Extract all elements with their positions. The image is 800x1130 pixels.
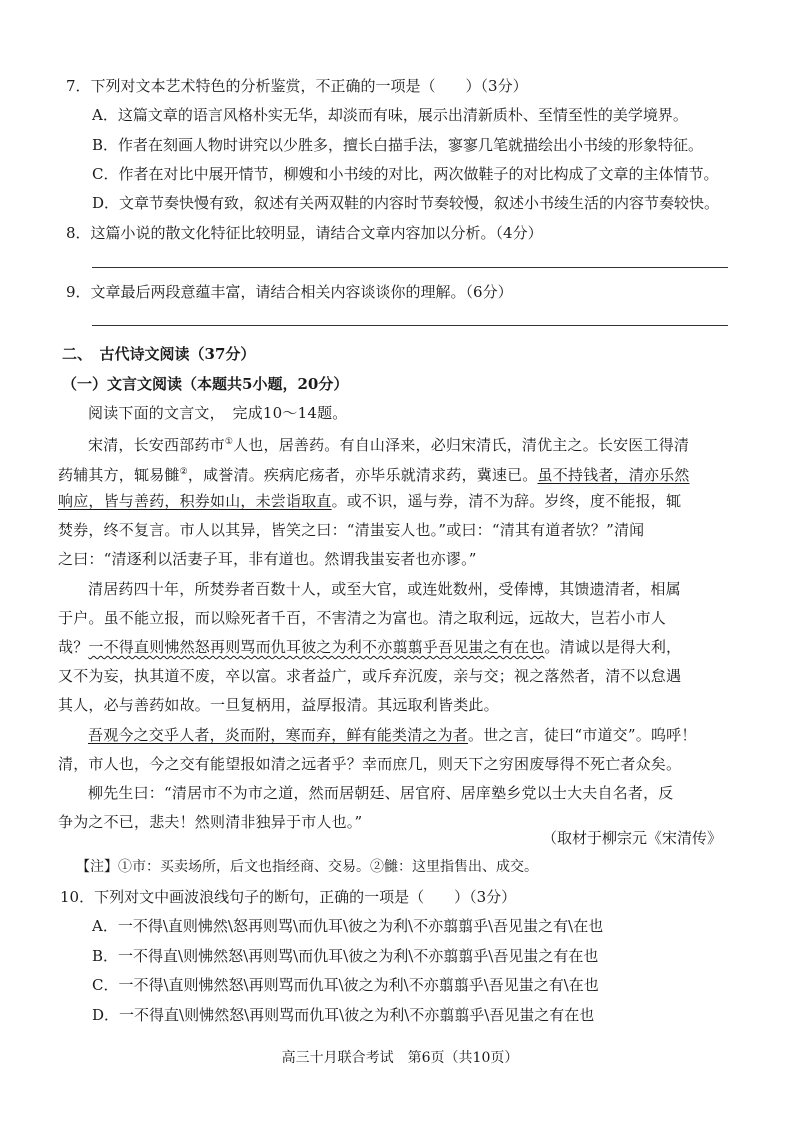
- passage-line-12: 清，市人也，今之交有能望报如清之远者乎？幸而庶几，则天下之穷困废辱得不死亡者众矣。: [58, 755, 682, 773]
- passage-line-4: 焚券，终不复言。市人以其异，皆笑之曰：“清蚩妄人也。”或曰：“清其有道者欤？”清闻: [58, 521, 645, 539]
- passage-line-1: [88, 432, 788, 455]
- passage-text: 。世之言，徒曰“市道交”。呜呼！: [468, 726, 697, 744]
- passage-line-5: 之曰：“清逐利以活妻子耳，非有道也。然谓我蚩妄者也亦谬。”: [58, 550, 477, 568]
- question-7-option-d: D．文章节奏快慢有致，叙述有关两双鞋的内容时节奏较慢，叙述小书绫生活的内容节奏较快。: [92, 194, 720, 212]
- passage-line-14: 争为之不已，悲夫！然则清非独异于市人也。”: [58, 813, 363, 831]
- passage-line-10: 其人，必与善药如故。一旦复柄用，益厚报清。其远取利皆类此。: [58, 696, 499, 714]
- underlined-sentence-part-1: 虽不持钱者，清亦乐然: [537, 466, 690, 484]
- part-1-title: （一）文言文阅读（本题共5小题，20分）: [62, 375, 349, 393]
- footnote-marker-2: ②: [179, 467, 188, 477]
- passage-text: 人也，居善药。有自山泽来，必归宋清氏，清优主之。长安医工得清: [233, 436, 690, 454]
- question-7-option-b: B．作者在刻画人物时讲究以少胜多，擅长白描手法，寥寥几笔就描绘出小书绫的形象特征。: [92, 136, 704, 154]
- passage-text: 哉？: [58, 638, 89, 656]
- part-1-intro: 阅读下面的文言文， 完成10～14题。: [88, 404, 348, 422]
- question-9-stem: 9．文章最后两段意蕴丰富，请结合相关内容谈谈你的理解。（6分）: [66, 283, 513, 301]
- page-footer: 高三十月联合考试 第6页（共10页）: [281, 1050, 519, 1066]
- question-10-option-b: B．一不得直\则怫然怒\再则骂\而仇耳\彼之为利\不亦翦翦乎\吾见蚩之有在也: [92, 947, 599, 965]
- question-10-option-a: A．一不得\直则怫然\怒再则骂\而仇耳\彼之为利\不亦翦翦乎\吾见蚩之有\在也: [92, 917, 604, 935]
- passage-line-11: [88, 725, 788, 745]
- question-7-stem: 7．下列对文本艺术特色的分析鉴赏，不正确的一项是（ ）（3分）: [66, 77, 528, 95]
- question-8-stem: 8．这篇小说的散文化特征比较明显，请结合文章内容加以分析。（4分）: [66, 224, 543, 242]
- wavy-underlined-sentence: 一不得直则怫然怒再则骂而仇耳彼之为利不亦翦翦乎吾见蚩之有在也: [88, 638, 545, 656]
- passage-line-2: [58, 462, 758, 485]
- passage-line-8: [58, 637, 758, 657]
- underlined-sentence-3: 吾观今之交乎人者，炎而附，寒而弃，鲜有能类清之为者: [88, 726, 469, 744]
- passage-text: 药辅其方，辄易雠: [58, 466, 180, 484]
- passage-text: 。或不识，遥与券，清不为辞。岁终，度不能报，辄: [331, 492, 682, 510]
- question-7-option-c: C．作者在对比中展开情节，柳嫂和小书绫的对比，两次做鞋子的对比构成了文章的主体情节。: [92, 165, 719, 183]
- underlined-sentence-part-2: 响应，皆与善药，积券如山，未尝诣取直: [58, 492, 332, 510]
- passage-line-7: 于户。虽不能立报，而以赊死者千百，不害清之为富也。清之取利远，远故大，岂若小市人: [58, 609, 667, 627]
- answer-line-8: [92, 267, 728, 268]
- passage-text: 。清诚以是得大利，: [544, 638, 682, 656]
- footnote-marker-1: ①: [224, 437, 234, 447]
- question-10-stem: 10．下列对文中画波浪线句子的断句，正确的一项是（ ）（3分）: [60, 888, 517, 906]
- passage-text: ，咸誉清。疾病庀疡者，亦毕乐就清求药，冀速已。: [187, 466, 538, 484]
- source-attribution: （取材于柳宗元《宋清传》: [541, 829, 722, 847]
- question-7-option-a: A．这篇文章的语言风格朴实无华，却淡而有味，展示出清新质朴、至情至性的美学境界。: [92, 106, 688, 124]
- passage-line-13: 柳先生曰：“清居市不为市之道，然而居朝廷、居官府、居庠塾乡党以士大夫自名者，反: [88, 784, 674, 802]
- question-10-option-c: C．一不得\直则怫然怒\再则骂而仇耳\彼之为利\不亦翦翦乎\吾见蚩之有\在也: [92, 976, 599, 994]
- passage-line-3: [58, 491, 758, 511]
- passage-text: 宋清，长安西部药市: [88, 436, 225, 454]
- passage-line-9: 又不为妄，执其道不废，卒以富。求者益广，或斥弃沉废，亲与交；视之落然者，清不以怠遇: [58, 667, 682, 685]
- section-2-title: 二、 古代诗文阅读（37分）: [62, 345, 256, 363]
- answer-line-9: [92, 325, 728, 326]
- question-10-option-d: D．一不得直\则怫然怒\再则骂而仇耳\彼之为利\不亦翦翦乎\吾见蚩之有在也: [92, 1006, 595, 1024]
- passage-line-6: 清居药四十年，所焚券者百数十人，或至大官，或连妣数州，受俸博，其馈遗清者，相属: [88, 580, 681, 598]
- footnote: 【注】①市：买卖场所，后文也指经商、交易。②雠：这里指售出、成交。: [76, 859, 538, 875]
